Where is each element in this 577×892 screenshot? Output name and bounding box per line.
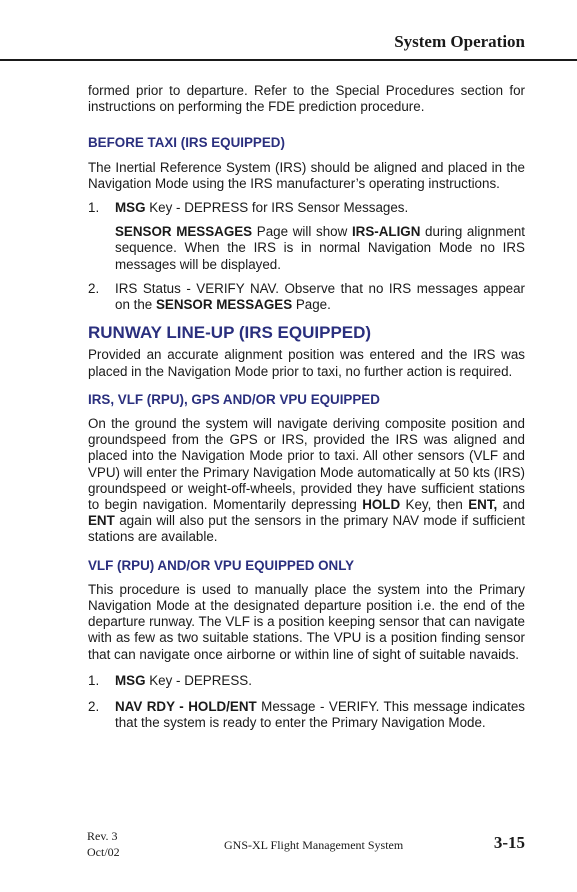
step-key: MSG xyxy=(115,672,146,688)
page-header xyxy=(0,0,577,64)
para-text: On the ground the system will navigate deriving composite position and groundspeed from the GPS or IRS, provided the IRS was aligned and placed into the Navigation Mode prior to taxi. All other sensors (VLF and VPU) will enter the Primary Navigation Mode automatically at 50 kts (IRS) groundspeed or weight-off-wheels, provided they have sufficient stations to begin navigation. Momentarily depressing xyxy=(88,416,525,513)
note-text-1: Page will show xyxy=(252,224,352,240)
revision-number: Rev. 3 xyxy=(87,829,118,843)
ent-key: ENT xyxy=(88,513,115,529)
step-bold: SENSOR MESSAGES xyxy=(155,297,293,313)
step-text: Message - VERIFY. This message indicates that the system is ready to enter the Primary Navigation Mode. xyxy=(115,699,525,731)
para-text: Key, then xyxy=(400,497,469,513)
note-bold-2: IRS-ALIGN xyxy=(351,224,421,240)
page-body xyxy=(88,83,525,732)
step-text: IRS Status - VERIFY NAV. Observe that no IRS messages appear on the xyxy=(115,280,525,313)
vlf-only-paragraph: This procedure is used to manually place the system into the Primary Navigation Mode at the designated departure position i.e. the end of the departure runway. The VLF is a position keeping sensor that can navigate with as few as two suitable stations. The VPU is a position finding sensor that can navigate once airborne or within line of sight of suitable navaids. xyxy=(88,581,525,662)
step-number: 1. xyxy=(88,200,100,216)
para-text: and xyxy=(497,497,526,513)
before-taxi-step-2 xyxy=(88,281,525,313)
page-number: 3-15 xyxy=(493,833,525,852)
step-number: 1. xyxy=(88,672,100,688)
header-rule xyxy=(0,59,577,61)
heading-before-taxi: BEFORE TAXI (IRS EQUIPPED) xyxy=(88,135,285,151)
runway-paragraph: Provided an accurate alignment position was entered and the IRS was placed in the Navigation Mode prior to taxi, no further action is required. xyxy=(88,347,525,379)
note-bold-1: SENSOR MESSAGES xyxy=(115,224,253,240)
heading-runway-line-up: RUNWAY LINE-UP (IRS EQUIPPED) xyxy=(88,323,372,343)
vlf-only-step-2 xyxy=(88,699,525,731)
before-taxi-step-1 xyxy=(88,200,525,216)
step-number: 2. xyxy=(88,699,100,715)
step-text: Key - DEPRESS for IRS Sensor Messages. xyxy=(145,200,409,216)
ent-key: ENT, xyxy=(468,497,498,513)
sensor-messages-note xyxy=(88,224,525,273)
step-text: Key - DEPRESS. xyxy=(145,672,252,688)
step-tail: Page. xyxy=(292,297,331,313)
vlf-only-step-1 xyxy=(88,673,525,689)
heading-irs-vlf: IRS, VLF (RPU), GPS AND/OR VPU EQUIPPED xyxy=(88,391,380,407)
hold-key: HOLD xyxy=(362,497,401,513)
revision-date: Oct/02 xyxy=(87,845,120,859)
step-key: MSG xyxy=(115,200,146,216)
irs-vlf-paragraph xyxy=(88,416,525,546)
heading-vlf-only: VLF (RPU) AND/OR VPU EQUIPPED ONLY xyxy=(88,557,355,573)
before-taxi-paragraph: The Inertial Reference System (IRS) should be aligned and placed in the Navigation Mode using the IRS manufacturer’s operating instructions. xyxy=(88,159,525,191)
section-title: System Operation xyxy=(394,32,525,51)
step-message: NAV RDY - HOLD/ENT xyxy=(115,699,257,715)
step-number: 2. xyxy=(88,280,100,296)
footer-title: GNS-XL Flight Management System xyxy=(224,838,404,852)
footer-revision xyxy=(87,828,120,860)
intro-paragraph: formed prior to departure. Refer to the Special Procedures section for instructions on performing the FDE prediction procedure. xyxy=(88,83,525,115)
para-text: again will also put the sensors in the primary NAV mode if sufficient stations are available. xyxy=(88,513,525,545)
note-text-2: during alignment sequence. When the IRS is in normal Navigation Mode no IRS messages will be displayed. xyxy=(115,224,525,272)
